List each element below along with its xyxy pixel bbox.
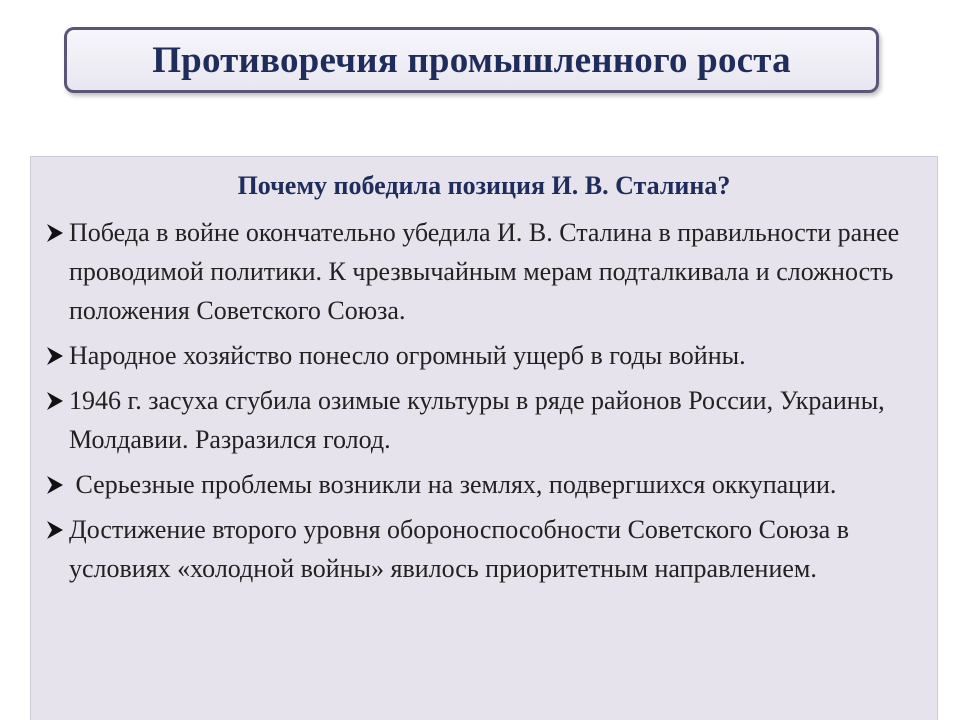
arrowhead-bullet-icon bbox=[45, 223, 65, 243]
bullet-text: 1946 г. засуха сгубила озимые культуры в ряде районов России, Украины, Молдавии. Разразился голод. bbox=[69, 386, 885, 454]
arrowhead-bullet-icon bbox=[45, 391, 65, 411]
list-item bbox=[45, 465, 931, 504]
bullet-text: Победа в войне окончательно убедила И. В. Сталина в правильности ранее проводимой политики. К чрезвычайным мерам подталкивала и сложность положения Советского Союза. bbox=[69, 218, 900, 325]
arrowhead-bullet-icon bbox=[45, 520, 65, 540]
list-item bbox=[45, 213, 931, 330]
title-box bbox=[64, 27, 879, 93]
bullet-list bbox=[45, 213, 931, 594]
bullet-text: Народное хозяйство понесло огромный ущерб в годы войны. bbox=[69, 341, 746, 370]
slide-title: Противоречия промышленного роста bbox=[152, 39, 791, 81]
list-item bbox=[45, 510, 931, 588]
list-item bbox=[45, 381, 931, 459]
list-item bbox=[45, 336, 931, 375]
arrowhead-bullet-icon bbox=[45, 346, 65, 366]
bullet-text: Серьезные проблемы возникли на землях, подвергшихся оккупации. bbox=[69, 470, 837, 499]
arrowhead-bullet-icon bbox=[45, 475, 65, 495]
question-heading: Почему победила позиция И. В. Сталина? bbox=[237, 171, 731, 200]
content-panel bbox=[30, 156, 938, 720]
bullet-text: Достижение второго уровня обороноспособности Советского Союза в условиях «холодной войны» явилось приоритетным направлением. bbox=[69, 515, 849, 583]
